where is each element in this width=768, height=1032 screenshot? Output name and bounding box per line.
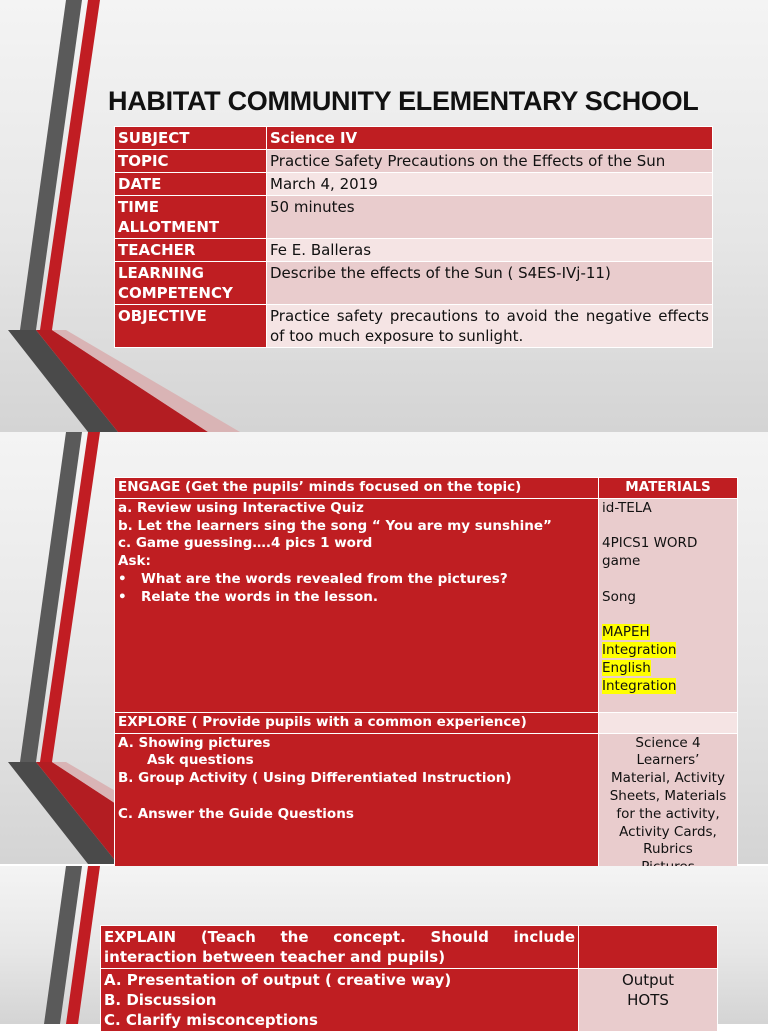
table-row	[115, 239, 713, 262]
explore-header: EXPLORE ( Provide pupils with a common experience)	[115, 712, 599, 733]
explain-content	[101, 969, 579, 1032]
table-row	[115, 305, 713, 348]
explain-header-empty	[579, 926, 718, 969]
bullet-icon: •	[118, 570, 127, 587]
materials-header: MATERIALS	[599, 478, 738, 499]
explore-materials	[599, 733, 738, 878]
material-item: 4PICS1 WORD game	[602, 535, 698, 570]
table-row	[115, 498, 738, 712]
engage-item: a. Review using Interactive Quiz	[118, 499, 364, 516]
row-value-date: March 4, 2019	[267, 173, 713, 196]
table-row	[115, 196, 713, 239]
row-label-objective: OBJECTIVE	[115, 305, 267, 348]
highlighted-material: English	[602, 659, 651, 676]
material-item: Science 4	[635, 734, 701, 751]
explain-table	[100, 925, 718, 1032]
row-label-date: DATE	[115, 173, 267, 196]
explore-content	[115, 733, 599, 878]
row-label-learning-competency: LEARNING COMPETENCY	[115, 262, 267, 305]
engage-bullet: • What are the words revealed from the pictures?	[118, 570, 508, 587]
slide-1	[0, 0, 768, 432]
highlighted-material: Integration	[602, 677, 677, 694]
explore-header-empty	[599, 712, 738, 733]
row-value-teacher: Fe E. Balleras	[267, 239, 713, 262]
row-value-time-allotment: 50 minutes	[267, 196, 713, 239]
school-title: HABITAT COMMUNITY ELEMENTARY SCHOOL	[108, 86, 699, 116]
highlighted-material: Integration	[602, 642, 677, 659]
explore-item: A. Showing pictures	[118, 734, 271, 751]
row-value-objective: Practice safety precautions to avoid the negative effects of too much exposure to sunlight.	[267, 305, 713, 348]
material-item: HOTS	[627, 991, 669, 1009]
explore-item: Ask questions	[147, 752, 254, 769]
table-row	[115, 733, 738, 878]
material-item: Output	[621, 971, 675, 989]
material-item: Activity Cards,	[619, 823, 717, 840]
explain-item: C. Clarify misconceptions	[104, 1011, 318, 1029]
material-item: for the activity,	[616, 805, 720, 822]
material-item: Song	[602, 588, 636, 605]
table-row	[115, 150, 713, 173]
highlighted-material: MAPEH	[602, 624, 650, 641]
explain-item: A. Presentation of output ( creative way)	[104, 971, 452, 989]
explain-materials	[579, 969, 718, 1032]
engage-materials	[599, 498, 738, 712]
row-label-teacher: TEACHER	[115, 239, 267, 262]
material-item: Sheets, Materials	[609, 787, 727, 804]
table-row	[115, 712, 738, 733]
row-label-topic: TOPIC	[115, 150, 267, 173]
row-value-learning-competency: Describe the effects of the Sun ( S4ES-IVj-11)	[267, 262, 713, 305]
explore-item: B. Group Activity ( Using Differentiated Instruction)	[118, 770, 512, 787]
table-row	[115, 127, 713, 150]
engage-explore-table	[114, 477, 738, 879]
row-label-time-allotment: TIME ALLOTMENT	[115, 196, 267, 239]
engage-item: b. Let the learners sing the song “ You are my sunshine”	[118, 517, 552, 534]
table-row	[115, 173, 713, 196]
table-row	[101, 926, 718, 969]
material-item: Learners’	[636, 752, 700, 769]
lesson-info-table	[114, 126, 713, 348]
explain-header: EXPLAIN (Teach the concept. Should include interaction between teacher and pupils)	[101, 926, 579, 969]
engage-item: Ask:	[118, 553, 151, 570]
material-item: id-TELA	[602, 499, 652, 516]
row-label-subject: SUBJECT	[115, 127, 267, 150]
row-value-subject: Science IV	[267, 127, 713, 150]
engage-content	[115, 498, 599, 712]
material-item: Rubrics	[643, 841, 693, 858]
table-row	[115, 262, 713, 305]
bullet-icon: •	[118, 588, 127, 605]
engage-bullet: • Relate the words in the lesson.	[118, 588, 379, 605]
engage-header: ENGAGE (Get the pupils’ minds focused on the topic)	[115, 478, 599, 499]
engage-item: c. Game guessing….4 pics 1 word	[118, 535, 373, 552]
explore-item: C. Answer the Guide Questions	[118, 805, 354, 822]
explain-item: B. Discussion	[104, 991, 217, 1009]
table-row	[101, 969, 718, 1032]
row-value-topic: Practice Safety Precautions on the Effects of the Sun	[267, 150, 713, 173]
material-item: Material, Activity	[611, 770, 725, 787]
table-row	[115, 478, 738, 499]
